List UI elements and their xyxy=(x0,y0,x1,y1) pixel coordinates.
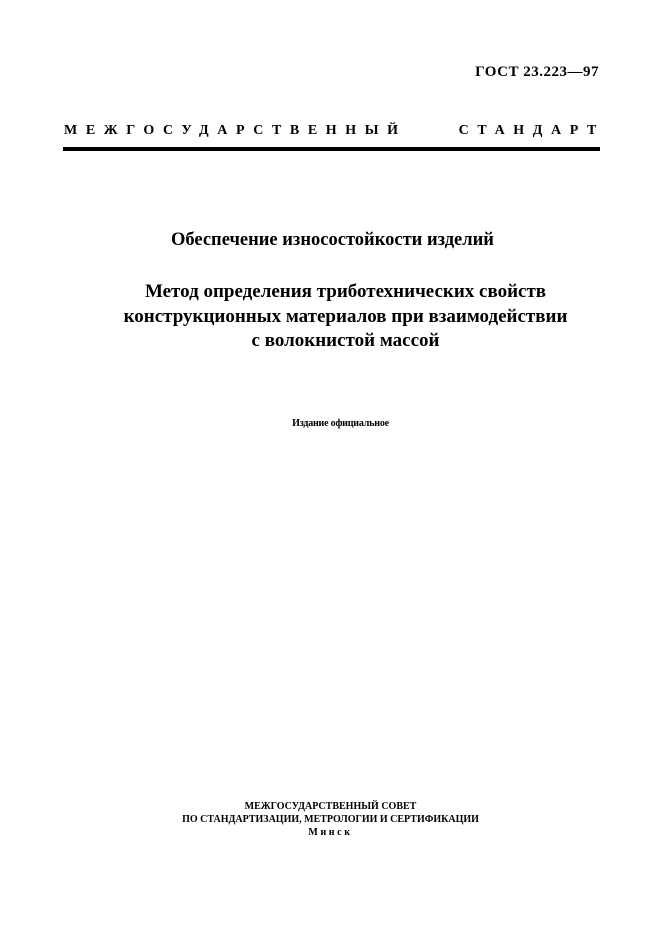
subtitle-line: конструкционных материалов при взаимодействии xyxy=(123,305,568,327)
edition-note xyxy=(0,418,661,429)
edition-note-text: Издание официальное xyxy=(292,418,389,429)
document-title-text: Обеспечение износостойкости изделий xyxy=(171,230,494,250)
standard-type-word-interstate: МЕЖГОСУДАРСТВЕННЫЙ xyxy=(64,123,407,138)
subtitle-line: с волокнистой массой xyxy=(251,330,440,351)
subtitle-line: Метод определения триботехнических свойств xyxy=(144,281,547,302)
publisher-line: МЕЖГОСУДАРСТВЕННЫЙ СОВЕТ xyxy=(244,801,417,812)
document-title xyxy=(0,230,661,251)
standard-designation: ГОСТ 23.223—97 xyxy=(475,64,599,80)
publisher-block xyxy=(0,800,661,839)
publisher-line: ПО СТАНДАРТИЗАЦИИ, МЕТРОЛОГИИ И СЕРТИФИКАЦИИ xyxy=(182,814,479,825)
publisher-city: Минск xyxy=(308,827,353,838)
document-subtitle xyxy=(0,280,661,354)
standard-type-word-standard: СТАНДАРТ xyxy=(458,123,605,138)
header-divider-rule xyxy=(63,147,600,151)
